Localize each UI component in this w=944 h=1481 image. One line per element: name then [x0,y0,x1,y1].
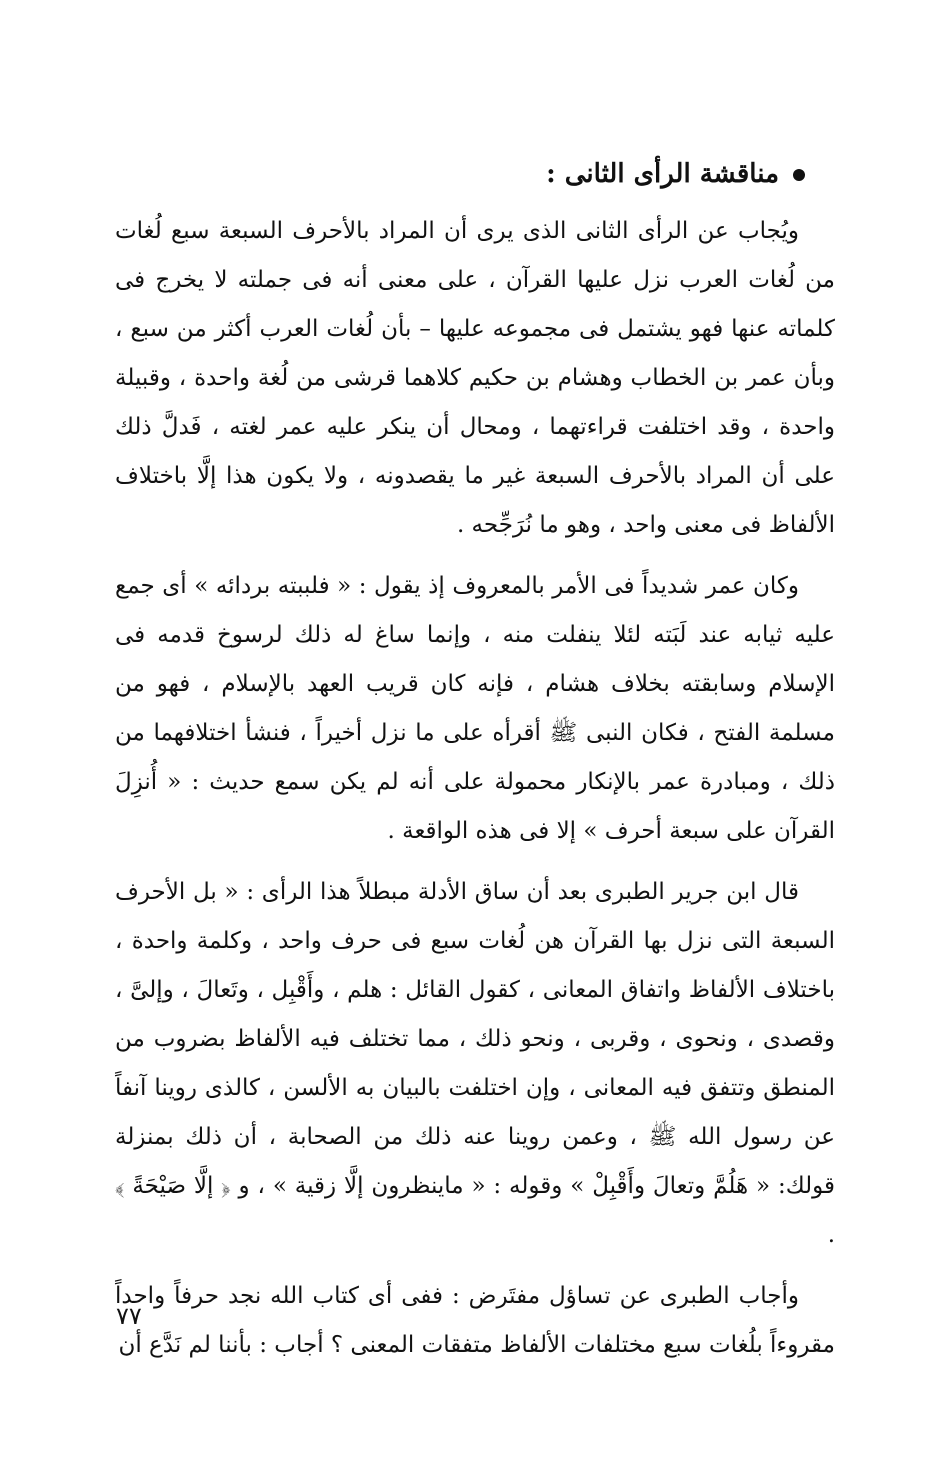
section-heading-text: مناقشة الرأى الثانى : [546,159,779,189]
paragraph-3: قال ابن جرير الطبرى بعد أن ساق الأدلة مبطلاً هذا الرأى : « بل الأحرف السبعة التى نزل بها القرآن هن لُغات سبع فى حرف واحد ، وكلمة واحدة ، باختلاف الألفاظ واتفاق المعانى ، كقول القائل : هلم ، وأَقْبِل ، وتَعالَ ، وإلىَّ ، وقصدى ، ونحوى ، وقربى ، ونحو ذلك ، مما تختلف فيه الألفاظ بضروب من المنطق وتتفق فيه المعانى ، وإن اختلفت بالبيان به الألسن ، كالذى روينا آنفاً عن رسول الله ﷺ ، وعمن روينا عنه ذلك من الصحابة ، أن ذلك بمنزلة قولك: « هَلُمَّ وتعالَ وأَقْبِلْ » وقوله : « ماينظرون إلَّا زقية » ، و ﴿ إلَّا صَيْحَةً ﴾ . [115,879,835,1248]
paragraph-1: ويُجاب عن الرأى الثانى الذى يرى أن المراد بالأحرف السبعة سبع لُغات من لُغات العرب نزل عليها القرآن ، على معنى أنه فى جملته لا يخرج فى كلماته عنها فهو يشتمل فى مجموعه عليها – بأن لُغات العرب أكثر من سبع ، وبأن عمر بن الخطاب وهشام بن حكيم كلاهما قرشى من لُغة واحدة ، وقبيلة واحدة ، وقد اختلفت قراءتهما ، ومحال أن ينكر عليه عمر لغته ، فَدلَّ ذلك على أن المراد بالأحرف السبعة غير ما يقصدونه ، ولا يكون هذا إلَّا باختلاف الألفاظ فى معنى واحد ، وهو ما نُرَجِّحه . [115,218,835,538]
paragraph-4: وأجاب الطبرى عن تساؤل مفتَرض : ففى أى كتاب الله نجد حرفاً واحداً مقروءاً بلُغات سبع مختلفات الألفاظ متفقات المعنى ؟ أجاب : بأننا لم نَدَّع أن [115,1283,835,1358]
page-number: ٧٧ [116,1302,142,1330]
section-heading [115,150,835,199]
paragraph-2: وكان عمر شديداً فى الأمر بالمعروف إذ يقول : « فلببته بردائه » أى جمع عليه ثيابه عند لَبَته لئلا ينفلت منه ، وإنما ساغ له ذلك لرسوخ قدمه فى الإسلام وسابقته بخلاف هشام ، فإنه كان قريب العهد بالإسلام ، فهو من مسلمة الفتح ، فكان النبى ﷺ أقرأه على ما نزل أخيراً ، فنشأ اختلافهما من ذلك ، ومبادرة عمر بالإنكار محمولة على أنه لم يكن سمع حديث : « أُنزِلَ القرآن على سبعة أحرف » إلا فى هذه الواقعة . [115,573,835,844]
bullet-icon [793,169,805,181]
text-block [115,150,835,1382]
